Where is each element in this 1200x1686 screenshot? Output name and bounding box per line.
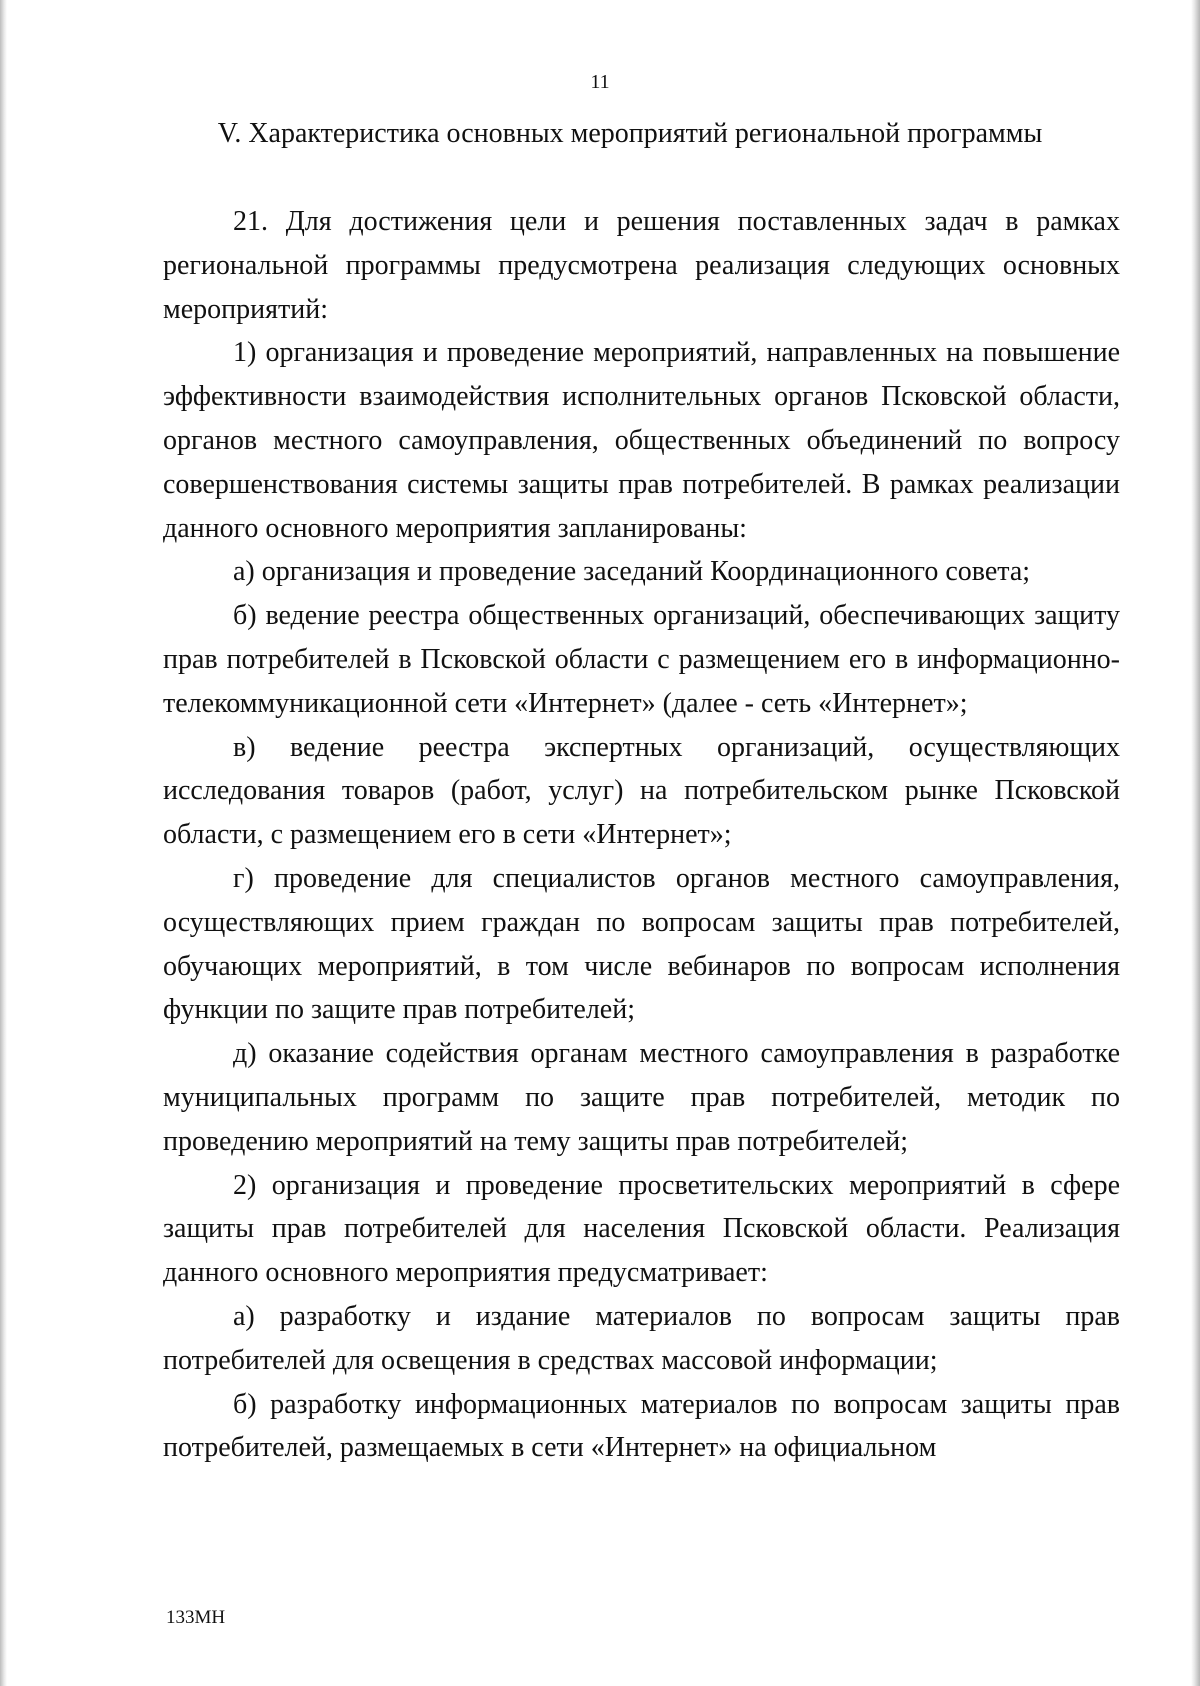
document-code: 133МН	[166, 1607, 226, 1628]
paragraph-item-1d: д) оказание содействия органам местного самоуправления в разработке муниципальных программ по защите прав потребителей, методик по проведению мероприятий на тему защиты прав потребителей;	[163, 1038, 1120, 1157]
paragraph-item-1g: г) проведение для специалистов органов местного самоуправления, осуществляющих прием граждан по вопросам защиты прав потребителей, обучающих мероприятий, в том числе вебинаров по вопросам исполнения функции по защите прав потребителей;	[163, 862, 1120, 1026]
scan-edge-left	[0, 0, 7, 1686]
scan-edge-right	[1191, 0, 1200, 1686]
paragraph-item-2a: а) разработку и издание материалов по вопросам защиты прав потребителей для освещения в средствах массовой информации;	[163, 1300, 1120, 1376]
paragraph-item-1b: б) ведение реестра общественных организаций, обеспечивающих защиту прав потребителей в Псковской области с размещением его в информационно-телекоммуникационной сети «Интернет» (далее - сеть «Интернет»;	[163, 600, 1120, 719]
paragraph-item-1: 1) организация и проведение мероприятий, направленных на повышение эффективности взаимодействия исполнительных органов Псковской области, органов местного самоуправления, общественных объединений по вопросу совершенствования системы защиты прав потребителей. В рамках реализации данного основного мероприятия запланированы:	[163, 337, 1120, 544]
paragraph-21: 21. Для достижения цели и решения поставленных задач в рамках региональной программы предусмотрена реализация следующих основных мероприятий:	[163, 206, 1120, 325]
section-heading: V. Характеристика основных мероприятий региональной программы	[217, 118, 1043, 149]
paragraph-item-1v: в) ведение реестра экспертных организаций, осуществляющих исследования товаров (работ, услуг) на потребительском рынке Псковской области, с размещением его в сети «Интернет»;	[163, 731, 1120, 851]
paragraph-item-1a: а) организация и проведение заседаний Координационного совета;	[233, 556, 1031, 588]
page-number: 11	[590, 71, 610, 93]
body-text	[163, 200, 1120, 1470]
paragraph-item-2: 2) организация и проведение просветительских мероприятий в сфере защиты прав потребителей для населения Псковской области. Реализация данного основного мероприятия предусматривает:	[163, 1169, 1120, 1289]
paragraph-item-2b: б) разработку информационных материалов по вопросам защиты прав потребителей, размещаемых в сети «Интернет» на официальном	[163, 1388, 1120, 1464]
